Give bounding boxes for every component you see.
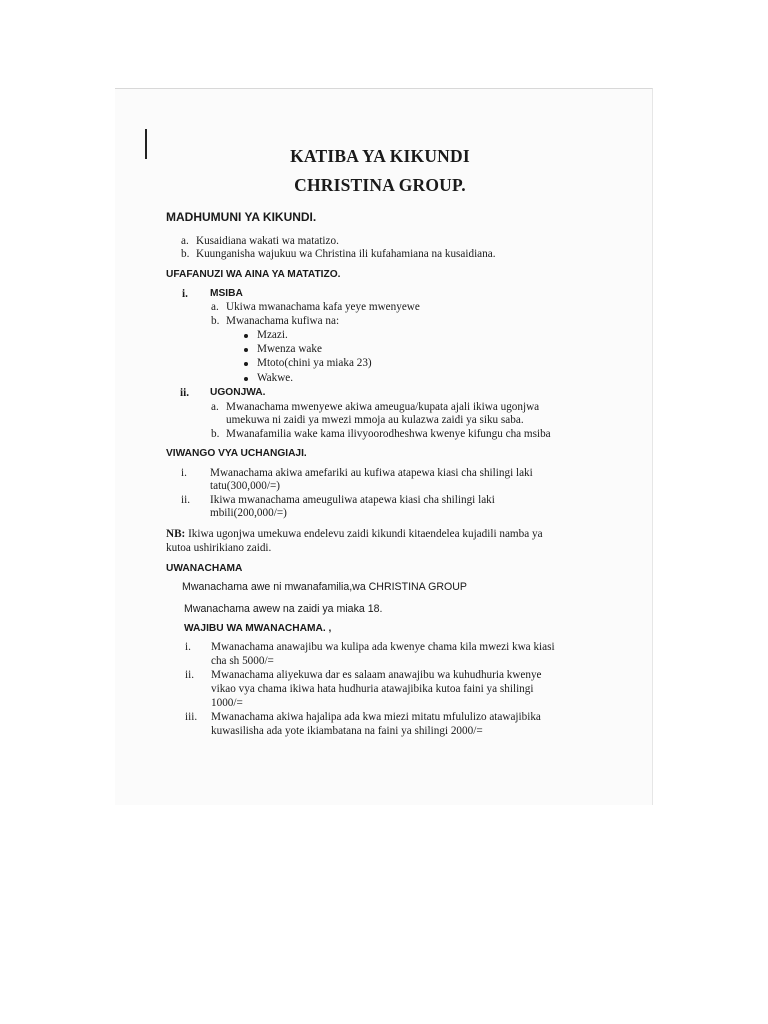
list-item: Mwanachama akiwa amefariki au kufiwa atapewa kiasi cha shilingi laki: [210, 467, 533, 479]
note-text: Ikiwa ugonjwa umekuwa endelevu zaidi kikundi kitaendelea kujadili namba ya: [185, 528, 543, 540]
note-text-continued: kutoa ushirikiano zaidi.: [166, 542, 272, 554]
list-item: Mwanachama kufiwa na:: [226, 315, 340, 327]
list-marker: b.: [211, 428, 220, 440]
bullet-item: Mtoto(chini ya miaka 23): [257, 357, 372, 369]
bullet-item: Mwenza wake: [257, 343, 322, 355]
list-marker: a.: [211, 301, 219, 313]
list-marker: b.: [211, 315, 220, 327]
list-item: Mwanachama anawajibu wa kulipa ada kwenye chama kila mwezi kwa kiasi: [211, 641, 555, 653]
list-marker: b.: [181, 248, 190, 260]
section-heading-viwango: VIWANGO VYA UCHANGIAJI.: [166, 448, 307, 459]
list-item: Kusaidiana wakati wa matatizo.: [196, 235, 339, 247]
section-heading-ufafanuzi: UFAFANUZI WA AINA YA MATATIZO.: [166, 269, 341, 280]
list-item-continued: tatu(300,000/=): [210, 480, 281, 492]
list-item-continued: vikao vya chama ikiwa hata hudhuria atawajibika kutoa faini ya shilingi: [211, 683, 534, 695]
list-marker: ii.: [185, 669, 195, 681]
paragraph: Mwanachama awew na zaidi ya miaka 18.: [184, 603, 383, 615]
paragraph: Mwanachama awe ni mwanafamilia,wa CHRISTINA GROUP: [182, 581, 467, 593]
list-item-continued: umekuwa ni zaidi ya mwezi mmoja au kulazwa zaidi ya siku saba.: [226, 414, 524, 426]
section-heading-wajibu: WAJIBU WA MWANACHAMA. ,: [184, 623, 332, 634]
list-item: Mwanachama aliyekuwa dar es salaam anawajibu wa kuhudhuria kwenye: [211, 669, 542, 681]
bullet-icon: [244, 377, 248, 381]
section-heading-madhumuni: MADHUMUNI YA KIKUNDI.: [166, 210, 317, 224]
list-item-continued: 1000/=: [211, 697, 243, 709]
note-line: [166, 527, 543, 541]
list-marker: a.: [181, 235, 189, 247]
bullet-icon: [244, 362, 248, 366]
list-item: Mwanachama akiwa hajalipa ada kwa miezi mitatu mfululizo atawajibika: [211, 711, 541, 723]
subsection-title-msiba: MSIBA: [210, 288, 243, 299]
note-label: NB:: [166, 528, 186, 540]
bullet-icon: [244, 334, 248, 338]
list-marker: iii.: [185, 711, 198, 723]
bullet-icon: [244, 348, 248, 352]
list-marker: ii.: [181, 494, 191, 506]
bullet-item: Wakwe.: [257, 372, 294, 384]
list-marker: i.: [181, 467, 187, 479]
list-marker: ii.: [180, 387, 190, 399]
list-marker: a.: [211, 401, 219, 413]
list-item: Mwanachama mwenyewe akiwa ameugua/kupata ajali ikiwa ugonjwa: [226, 401, 540, 413]
list-item-continued: kuwasilisha ada yote ikiambatana na faini ya shilingi 2000/=: [211, 725, 483, 737]
margin-mark: [145, 129, 147, 159]
list-item-continued: mbili(200,000/=): [210, 507, 287, 519]
list-item: Ikiwa mwanachama ameuguliwa atapewa kiasi cha shilingi laki: [210, 494, 495, 506]
list-item: Ukiwa mwanachama kafa yeye mwenyewe: [226, 301, 420, 313]
list-item: Mwanafamilia wake kama ilivyoorodheshwa kwenye kifungu cha msiba: [226, 428, 551, 440]
document-title: KATIBA YA KIKUNDI: [290, 146, 470, 166]
list-marker: i.: [185, 641, 191, 653]
document-subtitle: CHRISTINA GROUP.: [294, 175, 466, 195]
list-item-continued: cha sh 5000/=: [211, 655, 274, 667]
list-marker: i.: [182, 288, 188, 300]
section-heading-uwanachama: UWANACHAMA: [166, 563, 243, 574]
list-item: Kuunganisha wajukuu wa Christina ili kufahamiana na kusaidiana.: [196, 248, 496, 260]
subsection-title-ugonjwa: UGONJWA.: [210, 387, 266, 398]
bullet-item: Mzazi.: [257, 329, 288, 341]
